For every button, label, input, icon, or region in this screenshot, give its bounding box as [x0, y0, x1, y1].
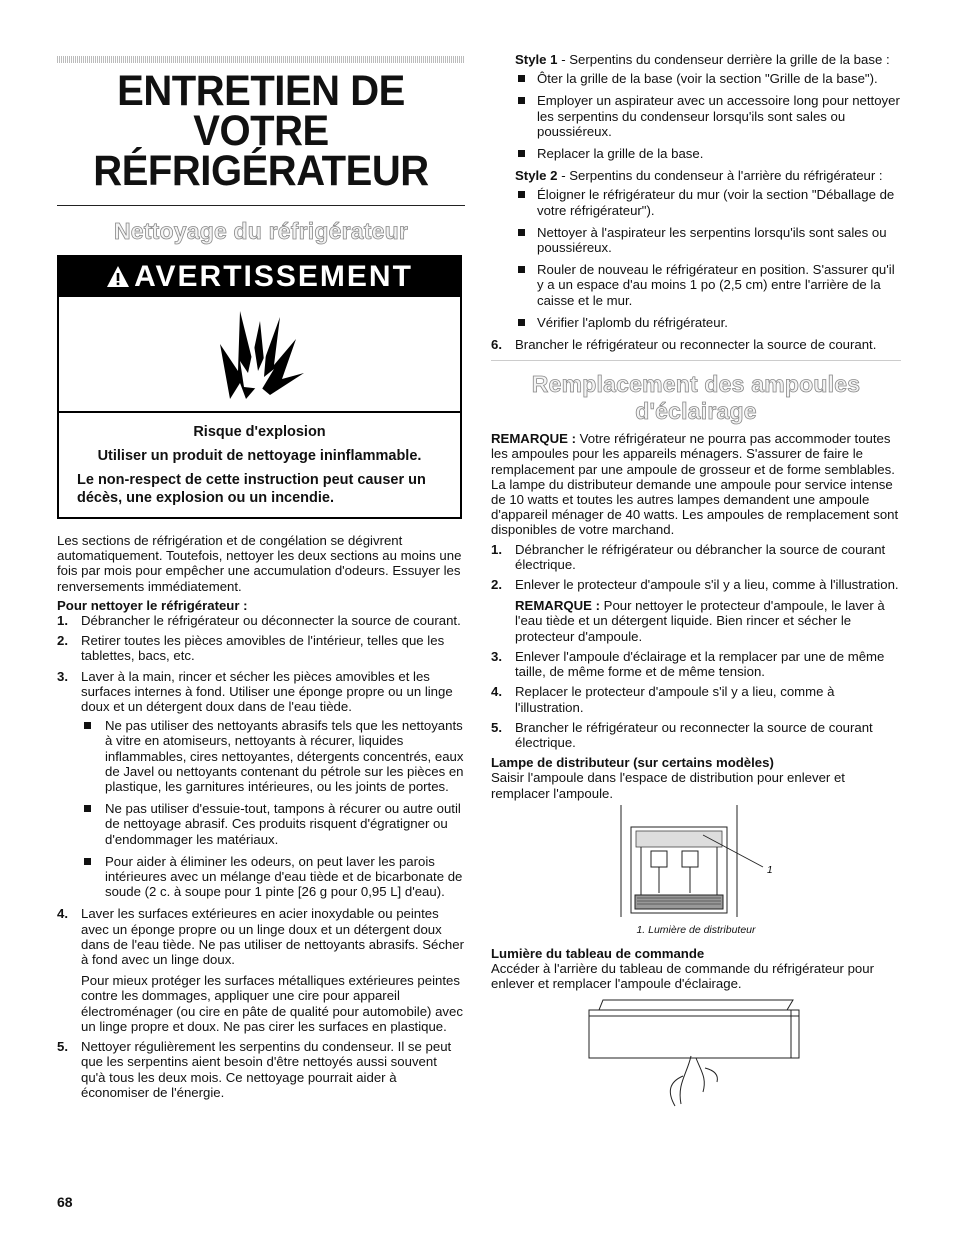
page-title-line-1: ENTRETIEN DE VOTRE — [117, 67, 405, 155]
light-step-4 — [491, 684, 901, 714]
step-3-bullets — [81, 718, 465, 899]
step-text: Retirer toutes les pièces amovibles de l'intérieur, telles que les tablettes, bacs, etc. — [81, 633, 445, 664]
light-step-5 — [491, 720, 901, 750]
warning-consequence: Le non-respect de cette instruction peut causer un décès, une explosion ou un incendie. — [77, 472, 426, 506]
style-2-intro — [515, 168, 901, 183]
cleaning-step-1 — [57, 613, 465, 628]
section-divider — [491, 360, 901, 361]
step-text: Laver les surfaces extérieures en acier inoxydable ou peintes avec un éponge propre ou un linge doux et un détergent doux dans de l'eau tiède. Ne pas utiliser de nettoyants abrasifs. Sécher à fond avec un linge doux. — [81, 906, 464, 968]
section-heading-lights-line-2: d'éclairage — [635, 398, 757, 425]
section-heading-cleaning: Nettoyage du réfrigérateur — [113, 218, 409, 244]
step-number: 2. — [57, 633, 68, 649]
list-item: Nettoyer à l'aspirateur les serpentins lorsqu'ils sont sales ou poussiéreux. — [515, 225, 901, 255]
remark-text: Votre réfrigérateur ne pourra pas accommoder toutes les ampoules pour les appareils ménagers. S'assurer de faire le remplacement par une ampoule de grosseur et de forme semblables. La lampe du distributeur demande une ampoule pour service intense de 10 watts et toutes les autres lampes demandent une ampoule d'appareil ménager de 40 watts. Les ampoules de remplacement sont disponibles de votre marchand. — [491, 431, 899, 538]
step-number: 3. — [491, 648, 502, 664]
list-item: Ôter la grille de la base (voir la section "Grille de la base"). — [515, 71, 901, 86]
light-step-3 — [491, 649, 901, 679]
left-column — [57, 56, 465, 1105]
warning-header — [59, 257, 460, 297]
lights-remark — [491, 431, 901, 537]
light-steps — [491, 542, 901, 750]
step-number: 3. — [57, 668, 68, 684]
remark-label: REMARQUE : — [515, 598, 600, 614]
list-item: Rouler de nouveau le réfrigérateur en position. S'assurer qu'il y a un espace d'au moins 1 po (2,5 cm) entre l'arrière de la caisse et le mur. — [515, 262, 901, 308]
step-text: Brancher le réfrigérateur ou reconnecter la source de courant électrique. — [515, 719, 873, 750]
step-text: Débrancher le réfrigérateur ou déconnecter la source de courant. — [81, 613, 461, 629]
control-panel-light-heading: Lumière du tableau de commande — [491, 945, 705, 961]
cleaning-step-6 — [491, 337, 901, 352]
step-text: Brancher le réfrigérateur ou reconnecter la source de courant. — [515, 337, 877, 353]
step-number: 5. — [57, 1039, 68, 1055]
list-item: Ne pas utiliser d'essuie-tout, tampons à récurer ou autre outil de nettoyage abrasif. Ces produits risquent d'égratigner ou d'endommager les matériaux. — [81, 801, 465, 847]
style-1-bullets — [515, 71, 901, 161]
cleaning-step-5 — [57, 1039, 465, 1100]
style-1-intro — [515, 52, 901, 67]
explosion-hazard-image — [59, 297, 460, 413]
condenser-styles — [491, 52, 901, 330]
warning-header-text: AVERTISSEMENT — [134, 260, 413, 293]
list-item: Employer un aspirateur avec un accessoire long pour nettoyer les serpentins du condenseur lorsqu'ils sont sales ou poussiéreux. — [515, 93, 901, 139]
figure-callout: 1 — [767, 864, 773, 876]
list-item: Replacer la grille de la base. — [515, 146, 901, 161]
page-number: 68 — [57, 1194, 73, 1210]
step-text: Enlever l'ampoule d'éclairage et la remplacer par une de même taille, de même forme et de même tension. — [515, 648, 885, 680]
control-panel-light-illustration — [491, 996, 901, 1111]
intro-paragraph: Les sections de réfrigération et de congélation se dégivrent automatiquement. Toutefois, nettoyer les deux sections au moins une fois par mois pour empêcher une accumulation d'odeurs. Essuyer les renversements immédiatement. — [57, 533, 462, 594]
remark-text: Pour nettoyer le protecteur d'ampoule, le laver à l'eau tiède et un détergent liquide. Bien rincer et sécher le protecteur d'ampoule. — [515, 598, 885, 644]
warning-risk: Risque d'explosion — [193, 424, 326, 440]
page-title-line-2: RÉFRIGÉRATEUR — [93, 147, 429, 195]
step-text: Laver à la main, rincer et sécher les pièces amovibles et les surfaces internes à fond. Utiliser une éponge propre ou un linge doux et un détergent doux dans de l'eau tiède. — [81, 668, 453, 715]
style-1-label: Style 1 — [515, 52, 558, 67]
dispenser-light-text: Saisir l'ampoule dans l'espace de distribution pour enlever et remplacer l'ampoule. — [491, 770, 845, 801]
section-heading-lights — [491, 371, 901, 425]
step-number: 4. — [491, 684, 502, 700]
list-item: Ne pas utiliser des nettoyants abrasifs tels que les nettoyants à vitre en atomiseurs, nettoyants à récurer, liquides inflammables, cires nettoyantes, détergents concentrés, eaux de Javel ou nettoyants contenant du pétrole sur les pièces en plastique, les garnitures intérieures, ou les joints de portes. — [81, 718, 465, 794]
warning-instruction: Utiliser un produit de nettoyage ininflammable. — [97, 448, 422, 464]
light-step-2 — [491, 577, 901, 644]
list-item: Vérifier l'aplomb du réfrigérateur. — [515, 315, 901, 330]
step-2-remark — [515, 598, 901, 644]
warning-triangle-icon — [106, 265, 130, 289]
warning-box — [57, 255, 462, 519]
step-4-extra: Pour mieux protéger les surfaces métalliques extérieures peintes contre les dommages, appliquer une cire pour appareil électroménager (ou cire en pâte de qualité pour automobile) avec un linge propre et doux. Ne pas cirer les surfaces en plastique. — [81, 973, 463, 1034]
step-text: Replacer le protecteur d'ampoule s'il y a lieu, comme à l'illustration. — [515, 684, 835, 715]
cleaning-step-4 — [57, 906, 465, 1034]
right-column — [491, 52, 901, 1111]
cleaning-step-3 — [57, 669, 465, 900]
decorative-rule — [57, 56, 465, 63]
list-item: Éloigner le réfrigérateur du mur (voir la section "Déballage de votre réfrigérateur"). — [515, 187, 901, 217]
step-number: 2. — [491, 577, 502, 593]
figure-caption: 1. Lumière de distributeur — [636, 923, 756, 936]
step-number: 1. — [57, 613, 68, 629]
list-item: Pour aider à éliminer les odeurs, on peut laver les parois intérieures avec un mélange d'eau tiède et de bicarbonate de soude (2 c. à soupe pour 1 pinte [26 g pour 0,95 L] d'eau). — [81, 854, 465, 900]
warning-text — [59, 413, 460, 517]
cleaning-steps-continued — [491, 337, 901, 352]
step-number: 1. — [491, 541, 502, 557]
dispenser-light-illustration — [491, 805, 901, 923]
style-1-text: - Serpentins du condenseur derrière la grille de la base : — [557, 52, 890, 67]
style-2-bullets — [515, 187, 901, 330]
page-title — [71, 67, 450, 195]
section-heading-lights-line-1: Remplacement des ampoules — [531, 371, 861, 398]
title-divider — [57, 205, 465, 206]
step-text: Nettoyer régulièrement les serpentins du condenseur. Il se peut que les serpentins aient besoin d'être nettoyés aussi souvent qu'à tous les deux mois. Ce nettoyage pourrait aider à économiser de l'énergie. — [81, 1039, 452, 1100]
cleaning-step-2 — [57, 633, 465, 663]
step-number: 4. — [57, 906, 68, 922]
step-number: 5. — [491, 719, 502, 735]
cleaning-steps — [57, 613, 465, 1100]
step-text: Débrancher le réfrigérateur ou débrancher la source de courant électrique. — [515, 541, 886, 572]
dispenser-light-heading: Lampe de distributeur (sur certains modèles) — [491, 755, 774, 771]
light-step-1 — [491, 542, 901, 572]
control-panel-light-text: Accéder à l'arrière du tableau de commande du réfrigérateur pour enlever et remplacer l'ampoule d'éclairage. — [491, 961, 874, 992]
remark-label: REMARQUE : — [491, 431, 576, 447]
step-text: Enlever le protecteur d'ampoule s'il y a lieu, comme à l'illustration. — [515, 577, 899, 593]
step-number: 6. — [491, 337, 502, 353]
style-2-text: - Serpentins du condenseur à l'arrière du réfrigérateur : — [557, 168, 883, 184]
clean-subheading: Pour nettoyer le réfrigérateur : — [57, 597, 248, 613]
style-2-label: Style 2 — [515, 168, 558, 184]
explosion-icon — [200, 299, 320, 409]
